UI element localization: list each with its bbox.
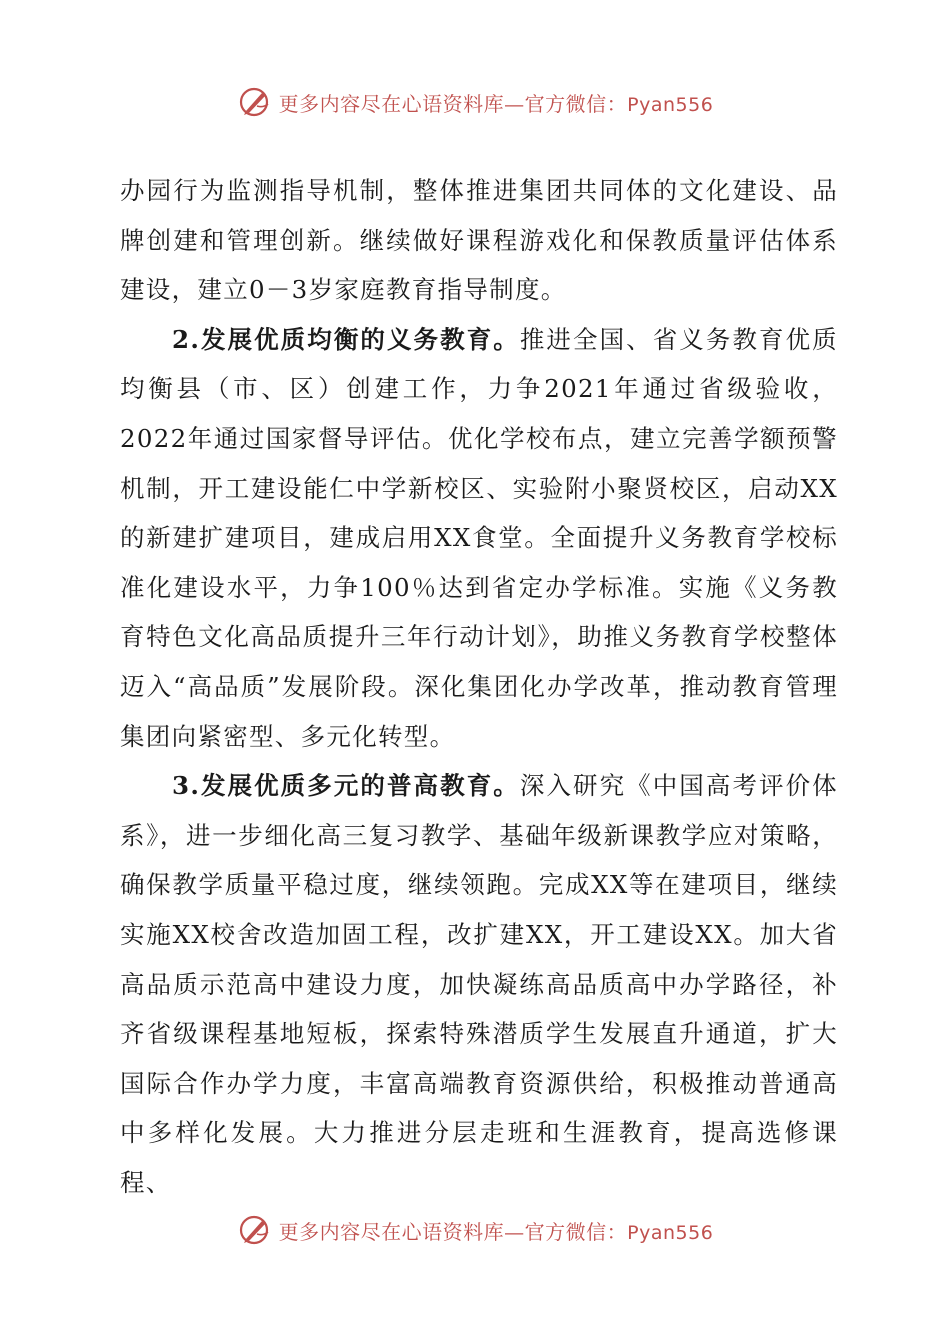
paragraph-continuation xyxy=(120,166,838,315)
footer-watermark xyxy=(0,1212,950,1248)
watermark-suffix: 官方微信： xyxy=(524,1219,628,1244)
watermark-prefix: 更多内容尽在心语资料库 xyxy=(278,1219,505,1244)
header-watermark xyxy=(0,84,950,120)
watermark-separator: — xyxy=(504,91,525,116)
paragraph-text: 推进全国、省义务教育优质均衡县（市、区）创建工作，力争2021年通过省级验收，2022年通过国家督导评估。优化学校布点，建立完善学额预警机制，开工建设能仁中学新校区、实验附小聚贤校区，启动XX的新建扩建项目，建成启用XX食堂。全面提升义务教育学校标准化建设水平，力争100％达到省定办学标准。实施《义务教育特色文化高品质提升三年行动计划》，助推义务教育学校整体迈入“高品质”发展阶段。深化集团化办学改革，推动教育管理集团向紧密型、多元化转型。 xyxy=(120,324,838,751)
document-body xyxy=(120,166,838,1207)
pen-logo-icon xyxy=(237,1212,273,1248)
watermark-separator: — xyxy=(504,1219,525,1244)
paragraph-text: 深入研究《中国高考评价体系》，进一步细化高三复习教学、基础年级新课教学应对策略，确保教学质量平稳过度，继续领跑。完成XX等在建项目，继续实施XX校舍改造加固工程，改扩建XX，开工建设XX。加大省高品质示范高中建设力度，加快凝练高品质高中办学路径，补齐省级课程基地短板，探索特殊潜质学生发展直升通道，扩大国际合作办学力度，丰富高端教育资源供给，积极推动普通高中多样化发展。大力推进分层走班和生涯教育，提高选修课程、 xyxy=(120,771,838,1197)
section-heading: 3.发展优质多元的普高教育。 xyxy=(172,771,520,801)
watermark-prefix: 更多内容尽在心语资料库 xyxy=(278,91,505,116)
paragraph-text: 办园行为监测指导机制，整体推进集团共同体的文化建设、品牌创建和管理创新。继续做好课程游戏化和保教质量评估体系建设，建立0－3岁家庭教育指导制度。 xyxy=(120,176,838,305)
paragraph-high-school-education xyxy=(120,761,838,1207)
paragraph-compulsory-education xyxy=(120,315,838,761)
watermark-wechat-id: Pyan556 xyxy=(627,1221,714,1244)
watermark-wechat-id: Pyan556 xyxy=(627,93,714,116)
watermark-suffix: 官方微信： xyxy=(524,91,628,116)
section-heading: 2.发展优质均衡的义务教育。 xyxy=(172,324,520,354)
pen-logo-icon xyxy=(237,84,273,120)
